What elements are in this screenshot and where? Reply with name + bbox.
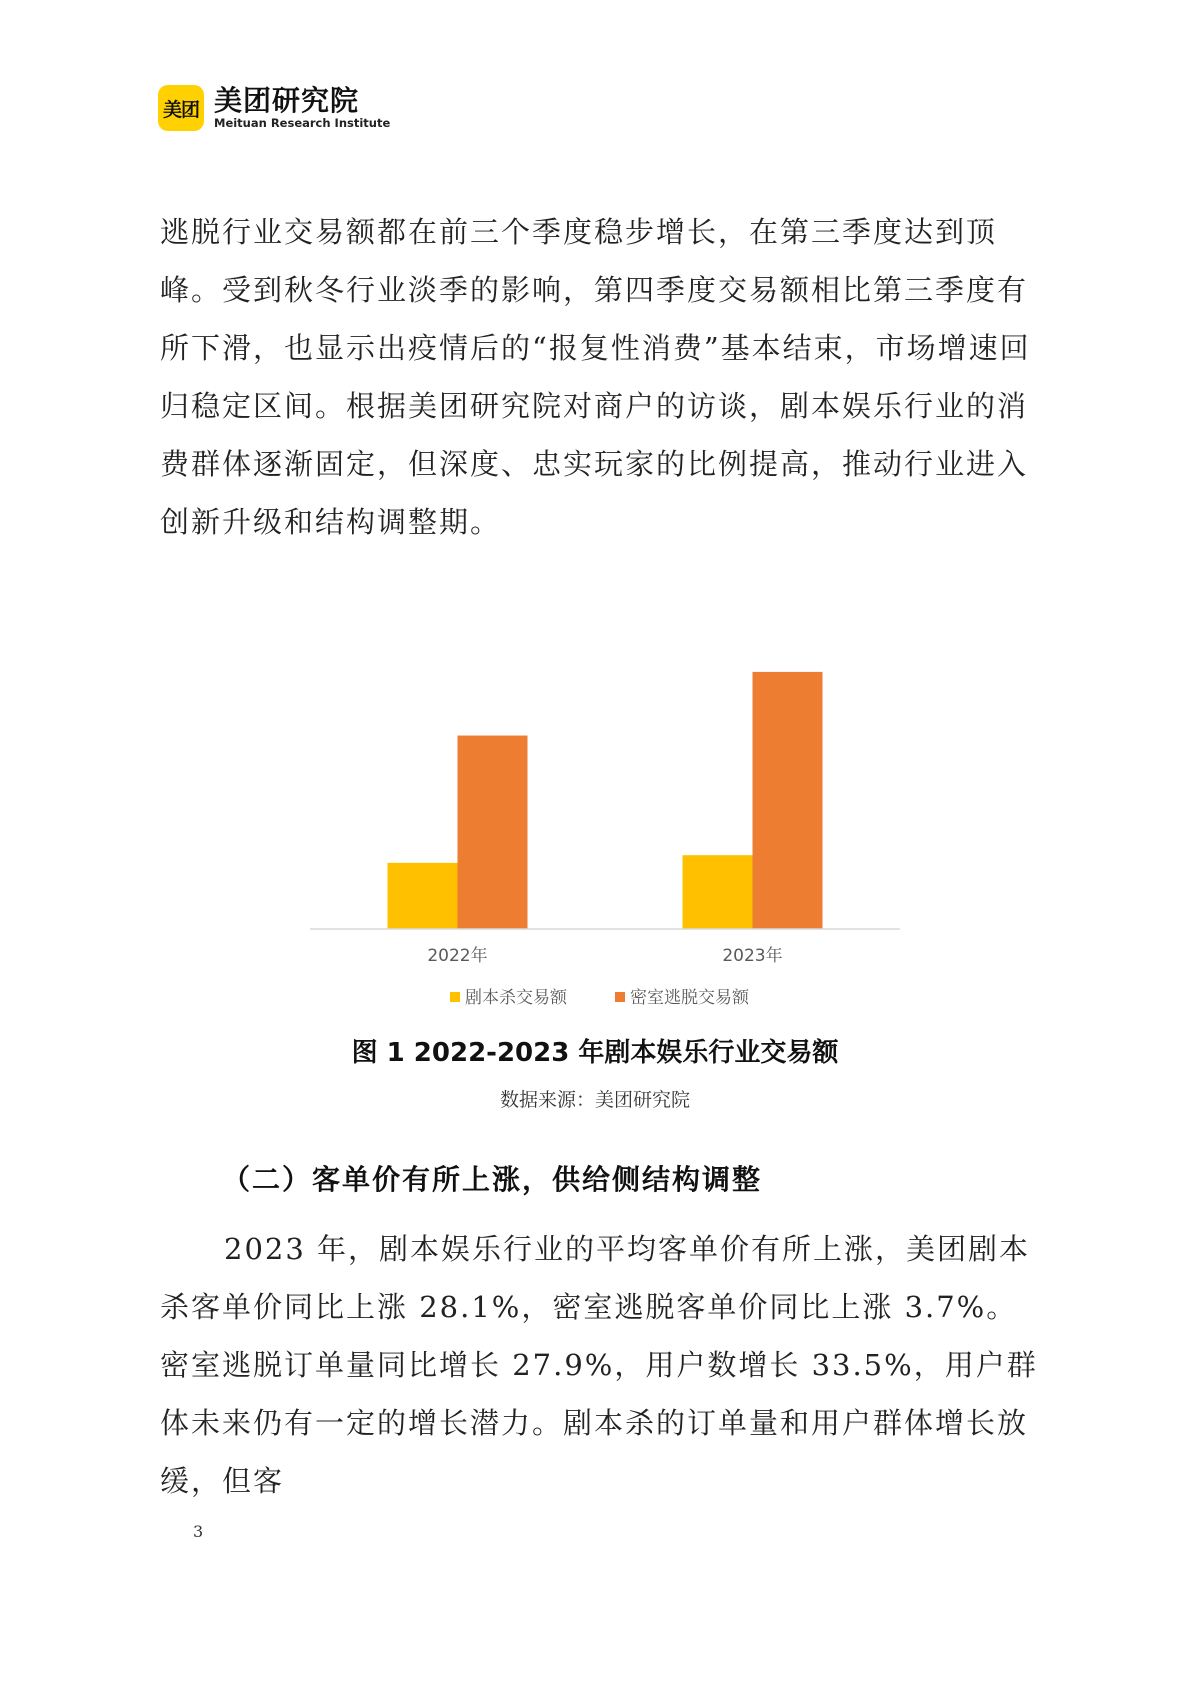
x-tick-label: 2022年 bbox=[427, 946, 488, 966]
body-paragraph-2: 2023 年，剧本娱乐行业的平均客单价有所上涨，美团剧本杀客单价同比上涨 28.1%，密室逃脱客单价同比上涨 3.7%。密室逃脱订单量同比增长 27.9%，用户数增长 33.5%，用户群体未来仍有一定的增长潜力。剧本杀的订单量和用户群体增长放缓，但客 bbox=[160, 1232, 1038, 1498]
section-heading: （二）客单价有所上涨，供给侧结构调整 bbox=[222, 1163, 763, 1196]
legend-swatch bbox=[615, 992, 625, 1002]
chart-legend bbox=[450, 988, 750, 1008]
logo-name-en: Meituan Research Institute bbox=[214, 116, 391, 130]
legend-label: 密室逃脱交易额 bbox=[630, 988, 749, 1008]
bars-layer bbox=[388, 672, 823, 929]
logo-name-cn: 美团研究院 bbox=[214, 84, 360, 117]
legend-label: 剧本杀交易额 bbox=[465, 988, 567, 1008]
brand-logo bbox=[158, 84, 390, 132]
legend-swatch bbox=[450, 992, 460, 1002]
transaction-bar-chart bbox=[300, 610, 910, 1040]
x-tick-labels bbox=[427, 945, 782, 966]
bar-1-series-2 bbox=[458, 736, 528, 929]
page-number: 3 bbox=[193, 1522, 204, 1541]
logo-text bbox=[214, 86, 390, 130]
body-paragraph-1: 逃脱行业交易额都在前三个季度稳步增长，在第三季度达到顶峰。受到秋冬行业淡季的影响，第四季度交易额相比第三季度有所下滑，也显示出疫情后的“报复性消费”基本结束，市场增速回归稳定区间。根据美团研究院对商户的访谈，剧本娱乐行业的消费群体逐渐固定，但深度、忠实玩家的比例提高，推动行业进入创新升级和结构调整期。 bbox=[160, 215, 1031, 539]
bar-1-series-1 bbox=[388, 863, 458, 929]
logo-badge: 美团 bbox=[158, 85, 204, 131]
chart-canvas bbox=[300, 610, 910, 1040]
figure-title: 图 1 2022-2023 年剧本娱乐行业交易额 bbox=[351, 1038, 839, 1068]
bar-2-series-2 bbox=[753, 672, 823, 929]
figure-source: 数据来源：美团研究院 bbox=[499, 1089, 690, 1111]
bar-2-series-1 bbox=[683, 855, 753, 929]
x-tick-label: 2023年 bbox=[722, 946, 783, 966]
